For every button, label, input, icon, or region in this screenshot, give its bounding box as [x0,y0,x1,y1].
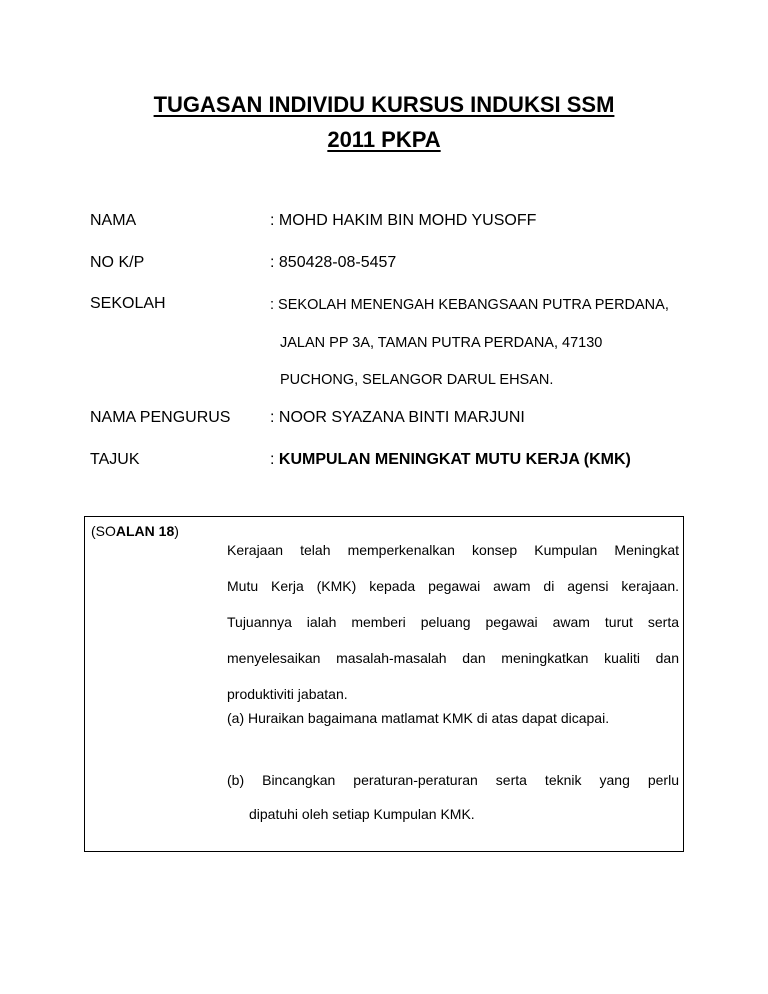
value-nama: : MOHD HAKIM BIN MOHD YUSOFF [270,212,537,229]
intro-line-4: menyelesaikan masalah-masalah dan meningkatkan kualiti dan [227,650,679,666]
question-label-open: (SO [91,523,116,539]
intro-line-2: Mutu Kerja (KMK) kepada pegawai awam di agensi kerajaan. [227,578,679,594]
label-nama-pengurus: NAMA PENGURUS [90,409,231,426]
document-title-line-2: 2011 PKPA [327,127,441,152]
intro-line-5: produktiviti jabatan. [227,686,348,702]
document-title-line-1: TUGASAN INDIVIDU KURSUS INDUKSI SSM [153,92,615,117]
label-tajuk: TAJUK [90,451,140,468]
part-b-line-1: (b) Bincangkan peraturan-peraturan serta teknik yang perlu [227,772,679,788]
label-sekolah: SEKOLAH [90,295,166,312]
label-nokp: NO K/P [90,254,145,271]
value-sekolah-line-1: : SEKOLAH MENENGAH KEBANGSAAN PUTRA PERDANA, [270,297,669,313]
value-nokp: : 850428-08-5457 [270,254,397,271]
value-nama-pengurus: : NOOR SYAZANA BINTI MARJUNI [270,409,525,426]
value-sekolah-line-3: PUCHONG, SELANGOR DARUL EHSAN. [280,372,554,388]
value-sekolah-line-2: JALAN PP 3A, TAMAN PUTRA PERDANA, 47130 [280,335,603,351]
intro-line-1: Kerajaan telah memperkenalkan konsep Kumpulan Meningkat [227,542,679,558]
value-tajuk [270,449,631,471]
part-a: (a) Huraikan bagaimana matlamat KMK di atas dapat dicapai. [227,710,610,726]
question-label [91,520,179,542]
tajuk-colon: : [270,451,279,468]
question-label-number: ALAN 18 [115,523,175,539]
question-box [84,516,684,852]
tajuk-text: KUMPULAN MENINGKAT MUTU KERJA (KMK) [278,451,631,468]
intro-line-3: Tujuannya ialah memberi peluang pegawai awam turut serta [227,614,679,630]
label-nama: NAMA [90,212,137,229]
part-b-line-2: dipatuhi oleh setiap Kumpulan KMK. [249,806,475,822]
question-label-close: ) [174,523,179,539]
